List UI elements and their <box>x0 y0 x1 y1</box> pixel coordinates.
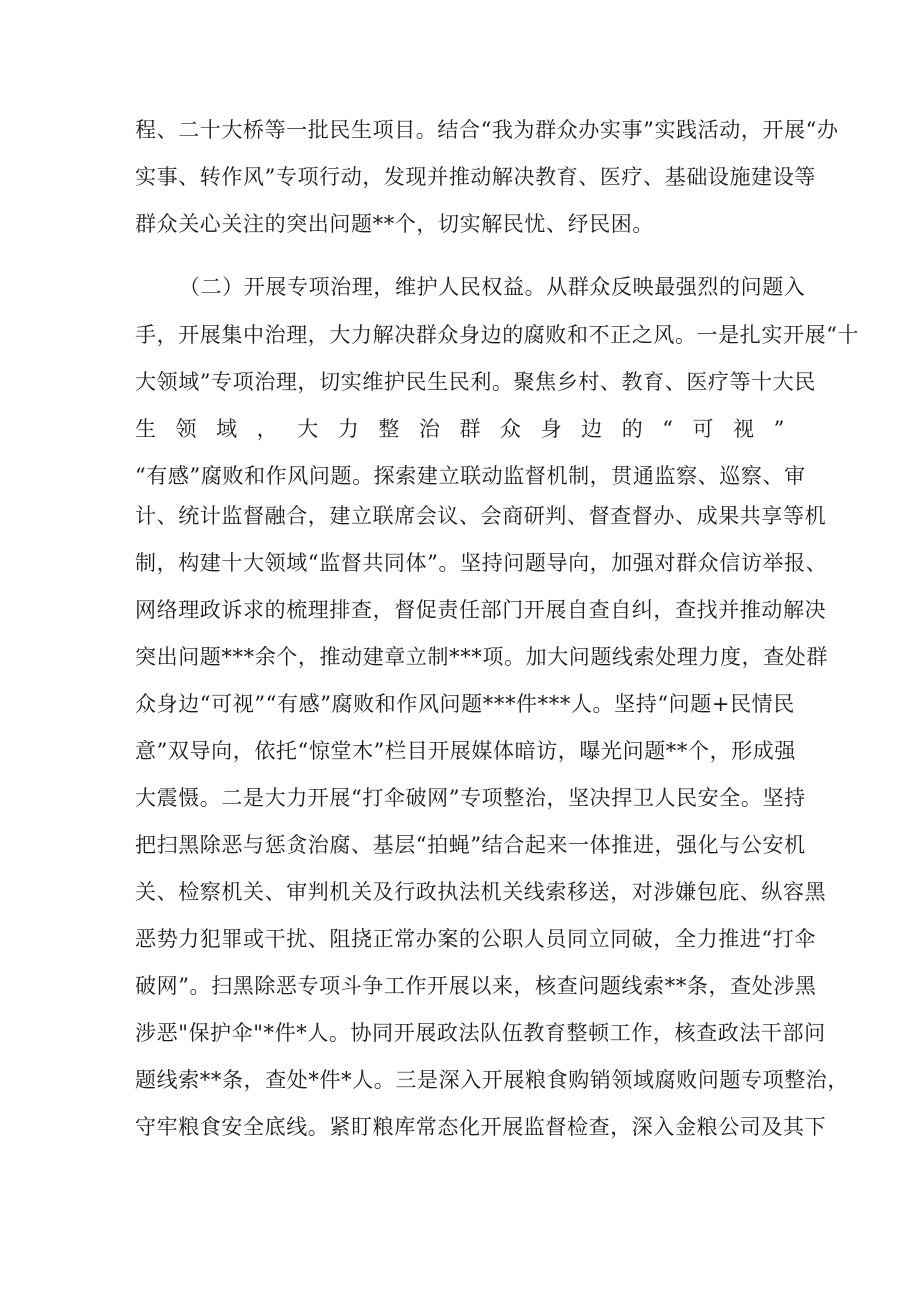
paragraph-1-line-3: 群众关心关注的突出问题**个，切实解民忧、纾民困。 <box>135 212 654 236</box>
paragraph-2-line-15: 恶势力犯罪或干扰、阻挠正常办案的公职人员同立同破，全力推进“打伞 <box>135 927 816 951</box>
paragraph-1-line-2: 实事、转作风”专项行动，发现并推动解决教育、医疗、基础设施建设等 <box>135 165 816 189</box>
paragraph-2-line-8: 网络理政诉求的梳理排查，督促责任部门开展自查自纠，查找并推动解决 <box>135 598 827 622</box>
paragraph-2-line-3: 大领域”专项治理，切实维护民生民利。聚焦乡村、教育、医疗等十大民 <box>135 370 816 394</box>
paragraph-2-line-13: 把扫黑除恶与惩贪治腐、基层“拍蝇”结合起来一体推进，强化与公安机 <box>135 833 806 857</box>
paragraph-2-line-16: 破网”。扫黑除恶专项斗争工作开展以来，核查问题线索**条，查处涉黑 <box>135 974 817 998</box>
paragraph-2-line-9: 突出问题***余个，推动建章立制***项。加大问题线索处理力度，查处群 <box>135 645 828 669</box>
paragraph-2-line-19: 守牢粮食安全底线。紧盯粮库常态化开展监督检查，深入金粮公司及其下 <box>135 1115 827 1139</box>
paragraph-2-line-17: 涉恶"保护伞"*件*人。协同开展政法队伍教育整顿工作，核查政法干部问 <box>135 1021 826 1045</box>
paragraph-2-line-7: 制，构建十大领域“监督共同体”。坚持问题导向，加强对群众信访举报、 <box>135 551 828 575</box>
paragraph-2-line-10: 众身边“可视”“有感”腐败和作风问题***件***人。坚持“问题+民情民 <box>135 692 795 716</box>
paragraph-2-line-12: 大震慑。二是大力开展“打伞破网”专项整治，坚决捍卫人民安全。坚持 <box>135 786 806 810</box>
paragraph-2-line-14: 关、检察机关、审判机关及行政执法机关线索移送，对涉嫌包庇、纵容黑 <box>135 880 827 904</box>
paragraph-2-line-2: 手，开展集中治理，大力解决群众身边的腐败和不正之风。一是扎实开展“十 <box>135 323 860 347</box>
paragraph-2-line-6: 计、统计监督融合，建立联席会议、会商研判、督查督办、成果共享等机 <box>135 504 827 528</box>
paragraph-2-line-1: （二）开展专项治理，维护人民权益。从群众反映最强烈的问题入 <box>179 275 806 299</box>
paragraph-2-line-11: 意”双导向，依托“惊堂木”栏目开展媒体暗访，曝光问题**个，形成强 <box>135 739 797 763</box>
paragraph-1-line-1: 程、二十大桥等一批民生项目。结合“我为群众办实事”实践活动，开展“办 <box>135 118 839 142</box>
paragraph-2-line-18: 题线索**条，查处*件*人。三是深入开展粮食购销领域腐败问题专项整治， <box>135 1068 849 1092</box>
paragraph-2-line-5: “有感”腐败和作风问题。探索建立联动监督机制，贯通监察、巡察、审 <box>135 464 806 488</box>
paragraph-2-line-4: 生领域，大力整治群众身边的“可视” <box>135 417 785 441</box>
